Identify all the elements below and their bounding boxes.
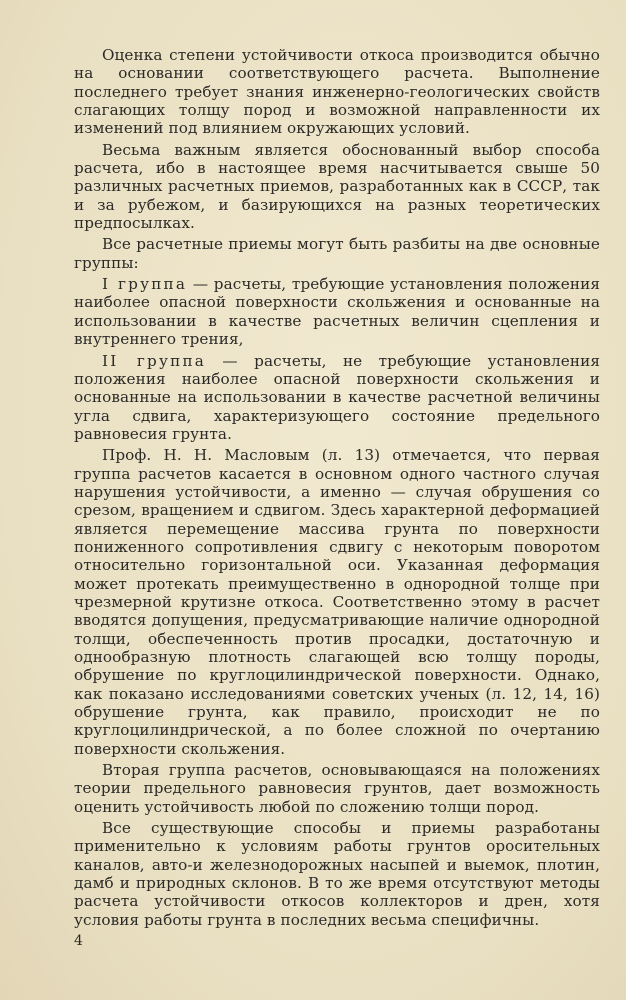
- paragraph-3: Все расчетные приемы могут быть разбиты на две основные группы:: [74, 235, 600, 272]
- group-1-text: — расчеты, требующие установления положения наиболее опасной поверхности скольжения и основанные на использовании в качестве расчетных величин сцепления и внутреннего трения,: [74, 275, 600, 349]
- group-2-text: — расчеты, не требующие установления положения наиболее опасной поверхности скольжения и основанные на использовании в качестве расчетной величины угла сдвига, характеризующего состояние предельного равновесия грунта.: [74, 351, 601, 443]
- paragraph-6: Проф. Н. Н. Масловым (л. 13) отмечается, что первая группа расчетов касается в основном одного частного случая нарушения устойчивости, а именно — случая обрушения со срезом, вращением и сдвигом. Здесь характерной деформацией является перемещение массива грунта по поверхности пониженного сопротивления сдвигу с некоторым поворотом относительно горизонтальной оси. Указанная деформация может протекать преимущественно в однородной толще при чрезмерной крутизне откоса. Соответственно этому в расчет вводятся допущения, предусматривающие наличие однородной толщи, обеспеченность против просадки, достаточную и однообразную плотность слагающей всю толщу породы, обрушение по круглоцилиндрической поверхности. Однако, как показано исследованиями советских ученых (л. 12, 14, 16) обрушение грунта, как правило, происходит не по круглоцилиндрической, а по более сложной по очертанию поверхности скольжения.: [74, 446, 600, 758]
- paragraph-8: Все существующие способы и приемы разработаны применительно к условиям работы грунтов оросительных каналов, авто-и железнодорожных насыпей и выемок, плотин, дамб и природных склонов. В то же время отсутствуют методы расчета устойчивости откосов коллекторов и дрен, хотя условия работы грунта в последних весьма специфичны.: [74, 819, 600, 929]
- group-2-label: II группа: [102, 351, 207, 370]
- paragraph-1: Оценка степени устойчивости откоса производится обычно на основании соответствующего расчета. Выполнение последнего требует знания инженерно-геологических свойств слагающих толщу пород и возможной направленности их изменений под влиянием окружающих условий.: [74, 46, 600, 138]
- paragraph-7: Вторая группа расчетов, основывающаяся на положениях теории предельного равновесия грунтов, дает возможность оценить устойчивость любой по сложению толщи пород.: [74, 761, 600, 816]
- paragraph-group-1: [74, 275, 600, 348]
- paragraph-group-2: [74, 352, 600, 444]
- group-1-label: I группа: [102, 275, 188, 294]
- body-text: [74, 46, 600, 932]
- page-number: 4: [74, 933, 83, 949]
- paragraph-2: Весьма важным является обоснованный выбор способа расчета, ибо в настоящее время насчитывается свыше 50 различных расчетных приемов, разработанных как в СССР, так и за рубежом, и базирующихся на разных теоретических предпосылках.: [74, 140, 600, 233]
